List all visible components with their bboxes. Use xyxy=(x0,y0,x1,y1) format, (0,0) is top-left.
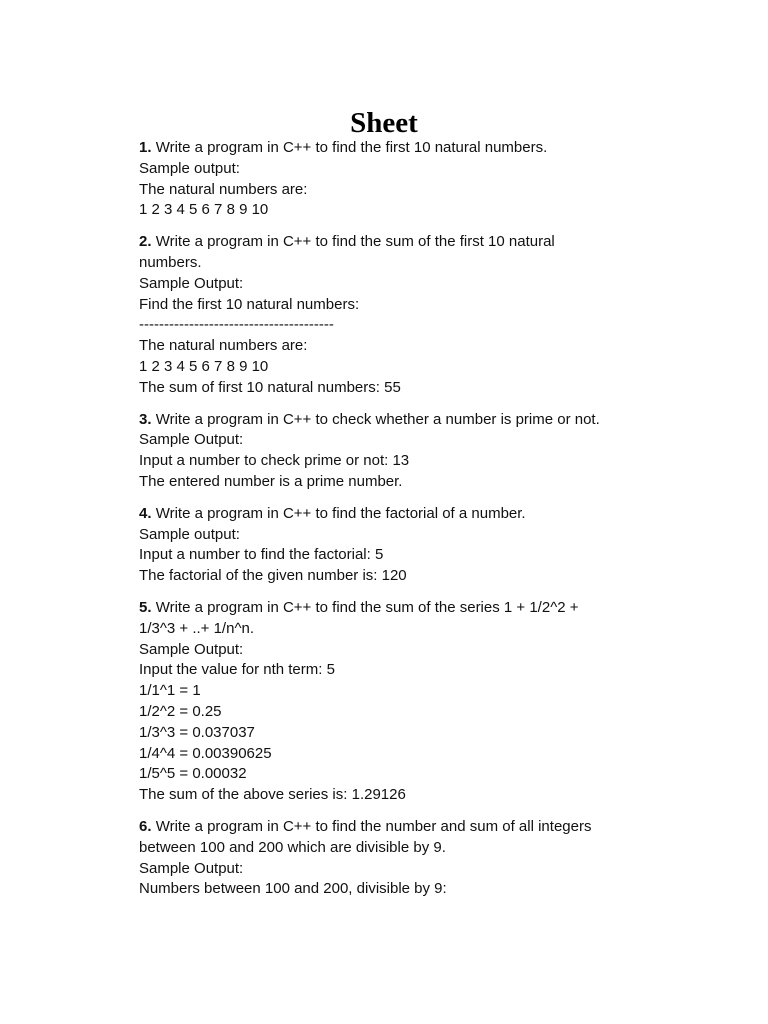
question-block xyxy=(139,504,639,587)
question-number: 5. xyxy=(139,598,152,616)
question-prompt-line xyxy=(139,504,639,525)
sample-output-line: Find the first 10 natural numbers: xyxy=(139,295,360,313)
sample-output-line: The sum of first 10 natural numbers: 55 xyxy=(139,378,401,396)
question-prompt-text: 1/3^3 + ..+ 1/n^n. xyxy=(139,619,254,637)
question-block xyxy=(139,410,639,493)
question-prompt-text: Write a program in C++ to find the factorial of a number. xyxy=(155,504,526,522)
question-prompt-line xyxy=(139,619,639,640)
sample-output-line: Input a number to check prime or not: 13 xyxy=(139,452,410,470)
question-block xyxy=(139,598,639,806)
sample-output-label: Sample output: xyxy=(139,525,240,543)
question-prompt-text: numbers. xyxy=(139,253,202,271)
questions-list xyxy=(139,138,639,911)
sample-output-line: Numbers between 100 and 200, divisible by 9: xyxy=(139,880,447,898)
question-block xyxy=(139,138,639,221)
sample-output-label: Sample Output: xyxy=(139,274,244,292)
question-prompt-line xyxy=(139,410,639,431)
sample-output-line: The natural numbers are: xyxy=(139,180,308,198)
question-prompt-line xyxy=(139,232,639,253)
sample-output-line: 1/1^1 = 1 xyxy=(139,682,201,700)
sample-output-line: 1/4^4 = 0.00390625 xyxy=(139,744,272,762)
sample-output-label: Sample Output: xyxy=(139,640,244,658)
question-number: 2. xyxy=(139,233,152,251)
sample-output-line: The factorial of the given number is: 120 xyxy=(139,567,407,585)
question-prompt-text: Write a program in C++ to check whether a number is prime or not. xyxy=(155,410,600,428)
question-prompt-line xyxy=(139,253,639,274)
question-prompt-line xyxy=(139,598,639,619)
question-prompt-text: Write a program in C++ to find the number and sum of all integers xyxy=(155,817,592,835)
question-number: 3. xyxy=(139,410,152,428)
question-prompt-line xyxy=(139,838,639,859)
sample-output-line: 1/5^5 = 0.00032 xyxy=(139,765,247,783)
sample-output-line: 1 2 3 4 5 6 7 8 9 10 xyxy=(139,201,269,219)
question-prompt-text: Write a program in C++ to find the sum of the first 10 natural xyxy=(155,233,555,251)
sample-output-line: Input the value for nth term: 5 xyxy=(139,661,335,679)
sample-output-line: The natural numbers are: xyxy=(139,337,308,355)
sample-output-label: Sample Output: xyxy=(139,859,244,877)
page-title: Sheet xyxy=(350,107,418,140)
question-prompt-line xyxy=(139,138,639,159)
sample-output-line: The entered number is a prime number. xyxy=(139,472,403,490)
sample-output-label: Sample Output: xyxy=(139,431,244,449)
question-prompt-text: Write a program in C++ to find the sum of the series 1 + 1/2^2 + xyxy=(155,598,579,616)
sample-output-line: 1/3^3 = 0.037037 xyxy=(139,723,255,741)
question-prompt-line xyxy=(139,817,639,838)
question-prompt-text: between 100 and 200 which are divisible by 9. xyxy=(139,838,446,856)
sample-output-line: The sum of the above series is: 1.29126 xyxy=(139,786,406,804)
sample-output-line: 1 2 3 4 5 6 7 8 9 10 xyxy=(139,357,269,375)
question-number: 4. xyxy=(139,504,152,522)
question-block xyxy=(139,232,639,398)
sample-output-line: Input a number to find the factorial: 5 xyxy=(139,546,384,564)
question-number: 6. xyxy=(139,817,152,835)
question-prompt-text: Write a program in C++ to find the first 10 natural numbers. xyxy=(155,139,548,156)
question-number: 1. xyxy=(139,139,152,156)
sample-output-line: --------------------------------------- xyxy=(139,316,334,334)
sample-output-label: Sample output: xyxy=(139,159,240,177)
question-block xyxy=(139,817,639,900)
sample-output-line: 1/2^2 = 0.25 xyxy=(139,702,222,720)
